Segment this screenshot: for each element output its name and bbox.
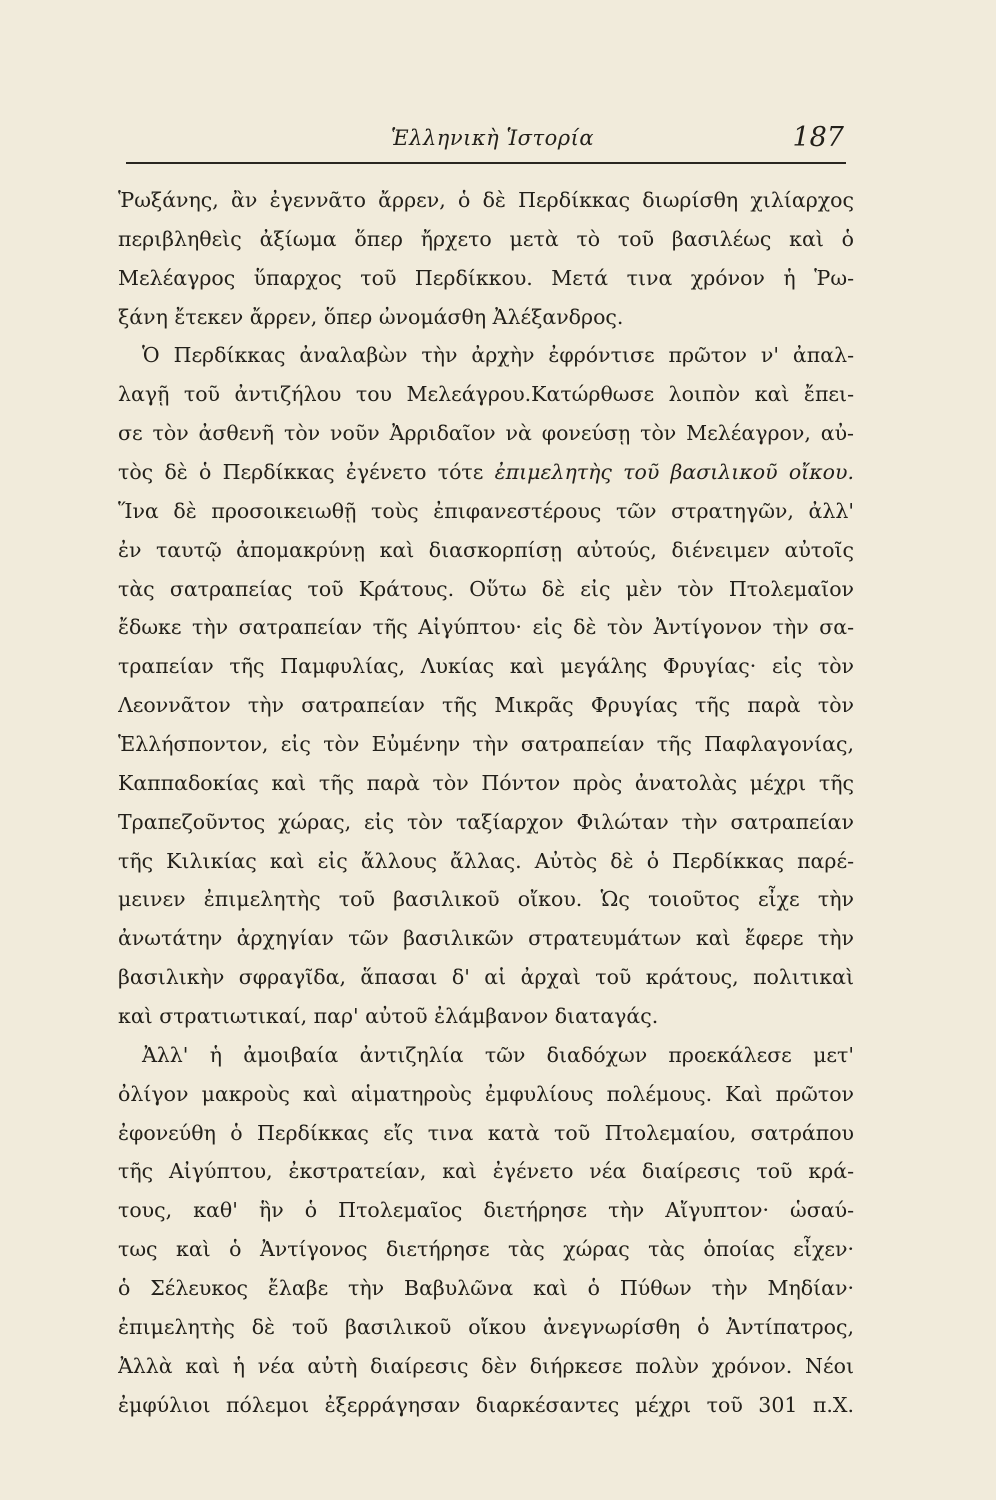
- text-line: τῆς Αἰγύπτου, ἐκστρατείαν, καὶ ἐγένετο νέα διαίρεσις τοῦ κρά-: [118, 1159, 854, 1184]
- text-line: Ὁ Περδίκκας ἀναλαβὼν τὴν ἀρχὴν ἐφρόντισε πρῶτον ν' ἀπαλ-: [142, 343, 854, 368]
- text-line: Λεοννᾶτον τὴν σατραπείαν τῆς Μικρᾶς Φρυγίας τῆς παρὰ τὸν: [118, 693, 854, 718]
- text-line: ἀνωτάτην ἀρχηγίαν τῶν βασιλικῶν στρατευμάτων καὶ ἔφερε τὴν: [118, 926, 854, 951]
- line-text: τὸς δὲ ὁ Περδίκκας ἐγένετο τότε: [118, 460, 495, 485]
- text-line: ἐν ταυτῷ ἀπομακρύνῃ καὶ διασκορπίσῃ αὐτούς, διένειμεν αὐτοῖς: [118, 537, 854, 562]
- text-line: Ἀλλ' ἡ ἀμοιβαία ἀντιζηλία τῶν διαδόχων προεκάλεσε μετ': [142, 1042, 854, 1067]
- text-line: τραπείαν τῆς Παμφυλίας, Λυκίας καὶ μεγάλης Φρυγίας· εἰς τὸν: [118, 654, 854, 679]
- text-line: βασιλικὴν σφραγῖδα, ἅπασαι δ' αἱ ἀρχαὶ τοῦ κράτους, πολιτικαὶ: [118, 965, 854, 990]
- text-line: τους, καθ' ἣν ὁ Πτολεμαῖος διετήρησε τὴν Αἴγυπτον· ὡσαύ-: [118, 1198, 854, 1223]
- text-line: ἐφονεύθη ὁ Περδίκκας εἴς τινα κατὰ τοῦ Πτολεμαίου, σατράπου: [118, 1120, 854, 1145]
- text-line: Τραπεζοῦντος χώρας, εἰς τὸν ταξίαρχον Φιλώταν τὴν σατραπείαν: [118, 809, 854, 834]
- text-line: Ἵνα δὲ προσοικειωθῇ τοὺς ἐπιφανεστέρους τῶν στρατηγῶν, ἀλλ': [118, 498, 854, 523]
- text-line: ἐμφύλιοι πόλεμοι ἐξερράγησαν διαρκέσαντες μέχρι τοῦ 301 π.Χ.: [118, 1392, 854, 1417]
- emphasized-title: ἐπιμελητὴς τοῦ βασιλικοῦ οἴκου.: [494, 460, 854, 485]
- text-line: λαγῇ τοῦ ἀντιζήλου του Μελεάγρου.Κατώρθωσε λοιπὸν καὶ ἔπει-: [118, 382, 854, 407]
- text-line: ὁ Σέλευκος ἔλαβε τὴν Βαβυλῶνα καὶ ὁ Πύθων τὴν Μηδίαν·: [118, 1276, 854, 1301]
- text-line: ὀλίγον μακροὺς καὶ αἱματηροὺς ἐμφυλίους πολέμους. Καὶ πρῶτον: [118, 1081, 854, 1106]
- text-line: τὰς σατραπείας τοῦ Κράτους. Οὕτω δὲ εἰς μὲν τὸν Πτολεμαῖον: [118, 576, 854, 601]
- text-line: Ῥωξάνης, ἂν ἐγεννᾶτο ἄρρεν, ὁ δὲ Περδίκκας διωρίσθη χιλίαρχος: [118, 188, 854, 212]
- text-line: καὶ στρατιωτικαί, παρ' αὐτοῦ ἐλάμβανον διαταγάς.: [118, 1004, 659, 1029]
- text-line: ξάνη ἔτεκεν ἄρρεν, ὅπερ ὠνομάσθη Ἀλέξανδρος.: [118, 304, 624, 329]
- text-line: Ἑλλήσποντον, εἰς τὸν Εὐμένην τὴν σατραπείαν τῆς Παφλαγονίας,: [118, 732, 854, 757]
- text-line: Καππαδοκίας καὶ τῆς παρὰ τὸν Πόντον πρὸς ἀνατολὰς μέχρι τῆς: [118, 770, 854, 795]
- text-line: μεινεν ἐπιμελητὴς τοῦ βασιλικοῦ οἴκου. Ὡς τοιοῦτος εἶχε τὴν: [118, 887, 854, 912]
- text-line: τῆς Κιλικίας καὶ εἰς ἄλλους ἄλλας. Αὐτὸς δὲ ὁ Περδίκκας παρέ-: [118, 848, 854, 873]
- running-title: Ἑλληνικὴ Ἱστορία: [391, 126, 595, 150]
- text-line: ἐπιμελητὴς δὲ τοῦ βασιλικοῦ οἴκου ἀνεγνωρίσθη ὁ Ἀντίπατρος,: [118, 1314, 854, 1339]
- page-number: 187: [792, 122, 844, 153]
- text-line: [118, 453, 854, 492]
- text-line: τως καὶ ὁ Ἀντίγονος διετήρησε τὰς χώρας τὰς ὁποίας εἶχεν·: [118, 1237, 854, 1262]
- text-line: περιβληθεὶς ἀξίωμα ὅπερ ἤρχετο μετὰ τὸ τοῦ βασιλέως καὶ ὁ: [118, 226, 854, 251]
- text-line: σε τὸν ἀσθενῆ τὸν νοῦν Ἀρριδαῖον νὰ φονεύσῃ τὸν Μελέαγρον, αὐ-: [118, 421, 854, 446]
- text-line: ἔδωκε τὴν σατραπείαν τῆς Αἰγύπτου· εἰς δὲ τὸν Ἀντίγονον τὴν σα-: [118, 615, 854, 640]
- body-text: [118, 181, 854, 1425]
- text-line: Μελέαγρος ὕπαρχος τοῦ Περδίκκου. Μετά τινα χρόνον ἡ Ῥω-: [118, 265, 854, 290]
- running-header: [126, 120, 846, 164]
- text-line: Ἀλλὰ καὶ ἡ νέα αὐτὴ διαίρεσις δὲν διήρκεσε πολὺν χρόνον. Νέοι: [118, 1353, 854, 1378]
